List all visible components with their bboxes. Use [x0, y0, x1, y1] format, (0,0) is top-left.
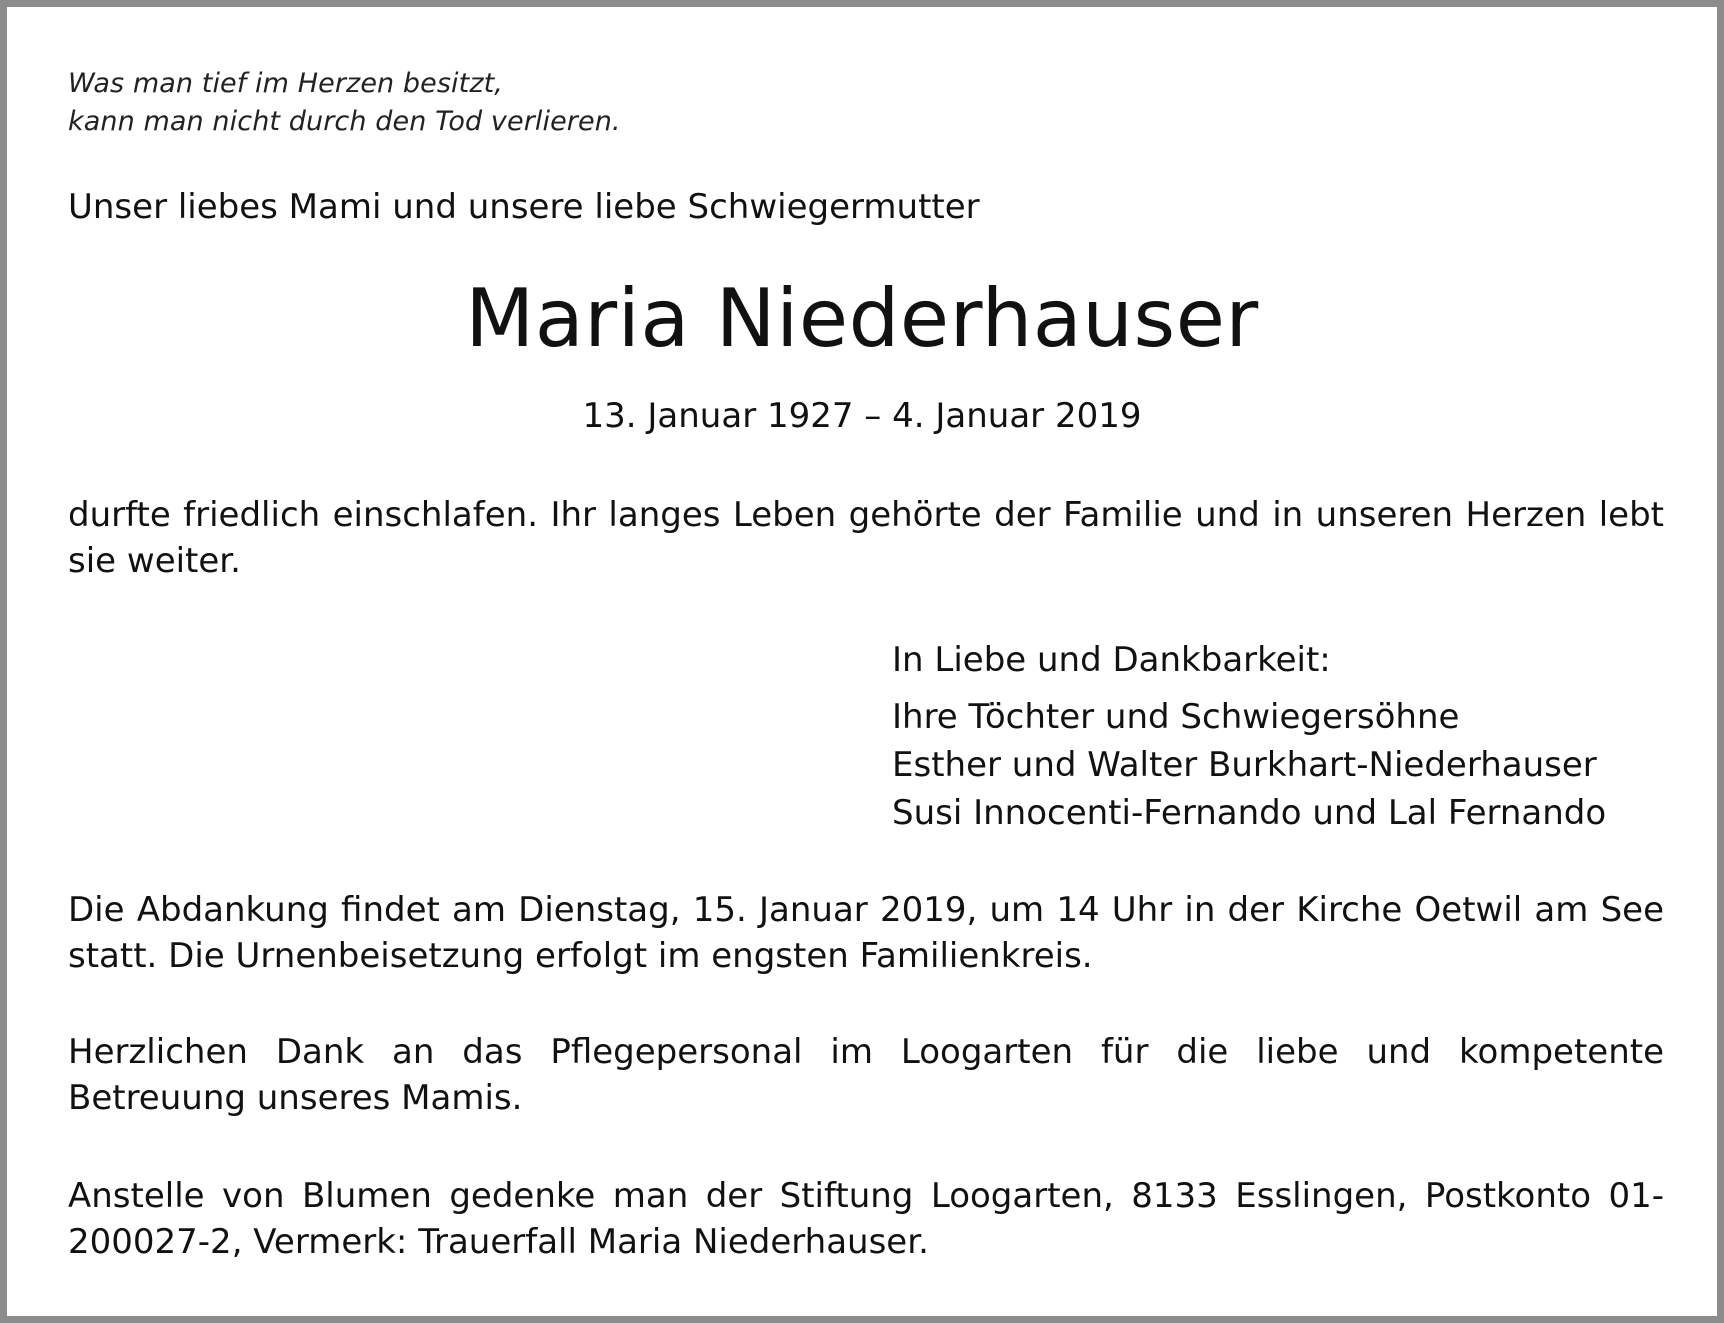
- donation-paragraph: Anstelle von Blumen gedenke man der Stiftung Loogarten, 8133 Esslingen, Postkonto 01-200027-2, Vermerk: Trauerfall Maria Niederhauser.: [68, 1176, 1664, 1262]
- intro-line: Unser liebes Mami und unsere liebe Schwiegermutter: [68, 187, 980, 227]
- signoff-line: Ihre Töchter und Schwiegersöhne: [892, 697, 1460, 737]
- signoff-line: Susi Innocenti-Fernando und Lal Fernando: [892, 793, 1607, 833]
- signoff-heading: In Liebe und Dankbarkeit:: [892, 640, 1331, 680]
- obituary-notice: [7, 7, 1717, 1316]
- family-signoff: [892, 636, 1606, 837]
- deceased-name: Maria Niederhauser: [465, 272, 1259, 365]
- passing-paragraph: durfte friedlich einschlafen. Ihr langes Leben gehörte der Familie und in unseren Herzen lebt sie weiter.: [68, 495, 1664, 581]
- service-paragraph: Die Abdankung findet am Dienstag, 15. Januar 2019, um 14 Uhr in der Kirche Oetwil am See statt. Die Urnenbeisetzung erfolgt im engsten Familienkreis.: [68, 890, 1664, 976]
- motto-line-2: kann man nicht durch den Tod verlieren.: [68, 106, 621, 137]
- life-dates: 13. Januar 1927 – 4. Januar 2019: [582, 396, 1142, 436]
- motto-line-1: Was man tief im Herzen besitzt,: [68, 68, 503, 99]
- thanks-paragraph: Herzlichen Dank an das Pflegepersonal im Loogarten für die liebe und kompetente Betreuung unseres Mamis.: [68, 1032, 1664, 1118]
- signoff-line: Esther und Walter Burkhart-Niederhauser: [892, 745, 1597, 785]
- motto-quote: [68, 65, 621, 141]
